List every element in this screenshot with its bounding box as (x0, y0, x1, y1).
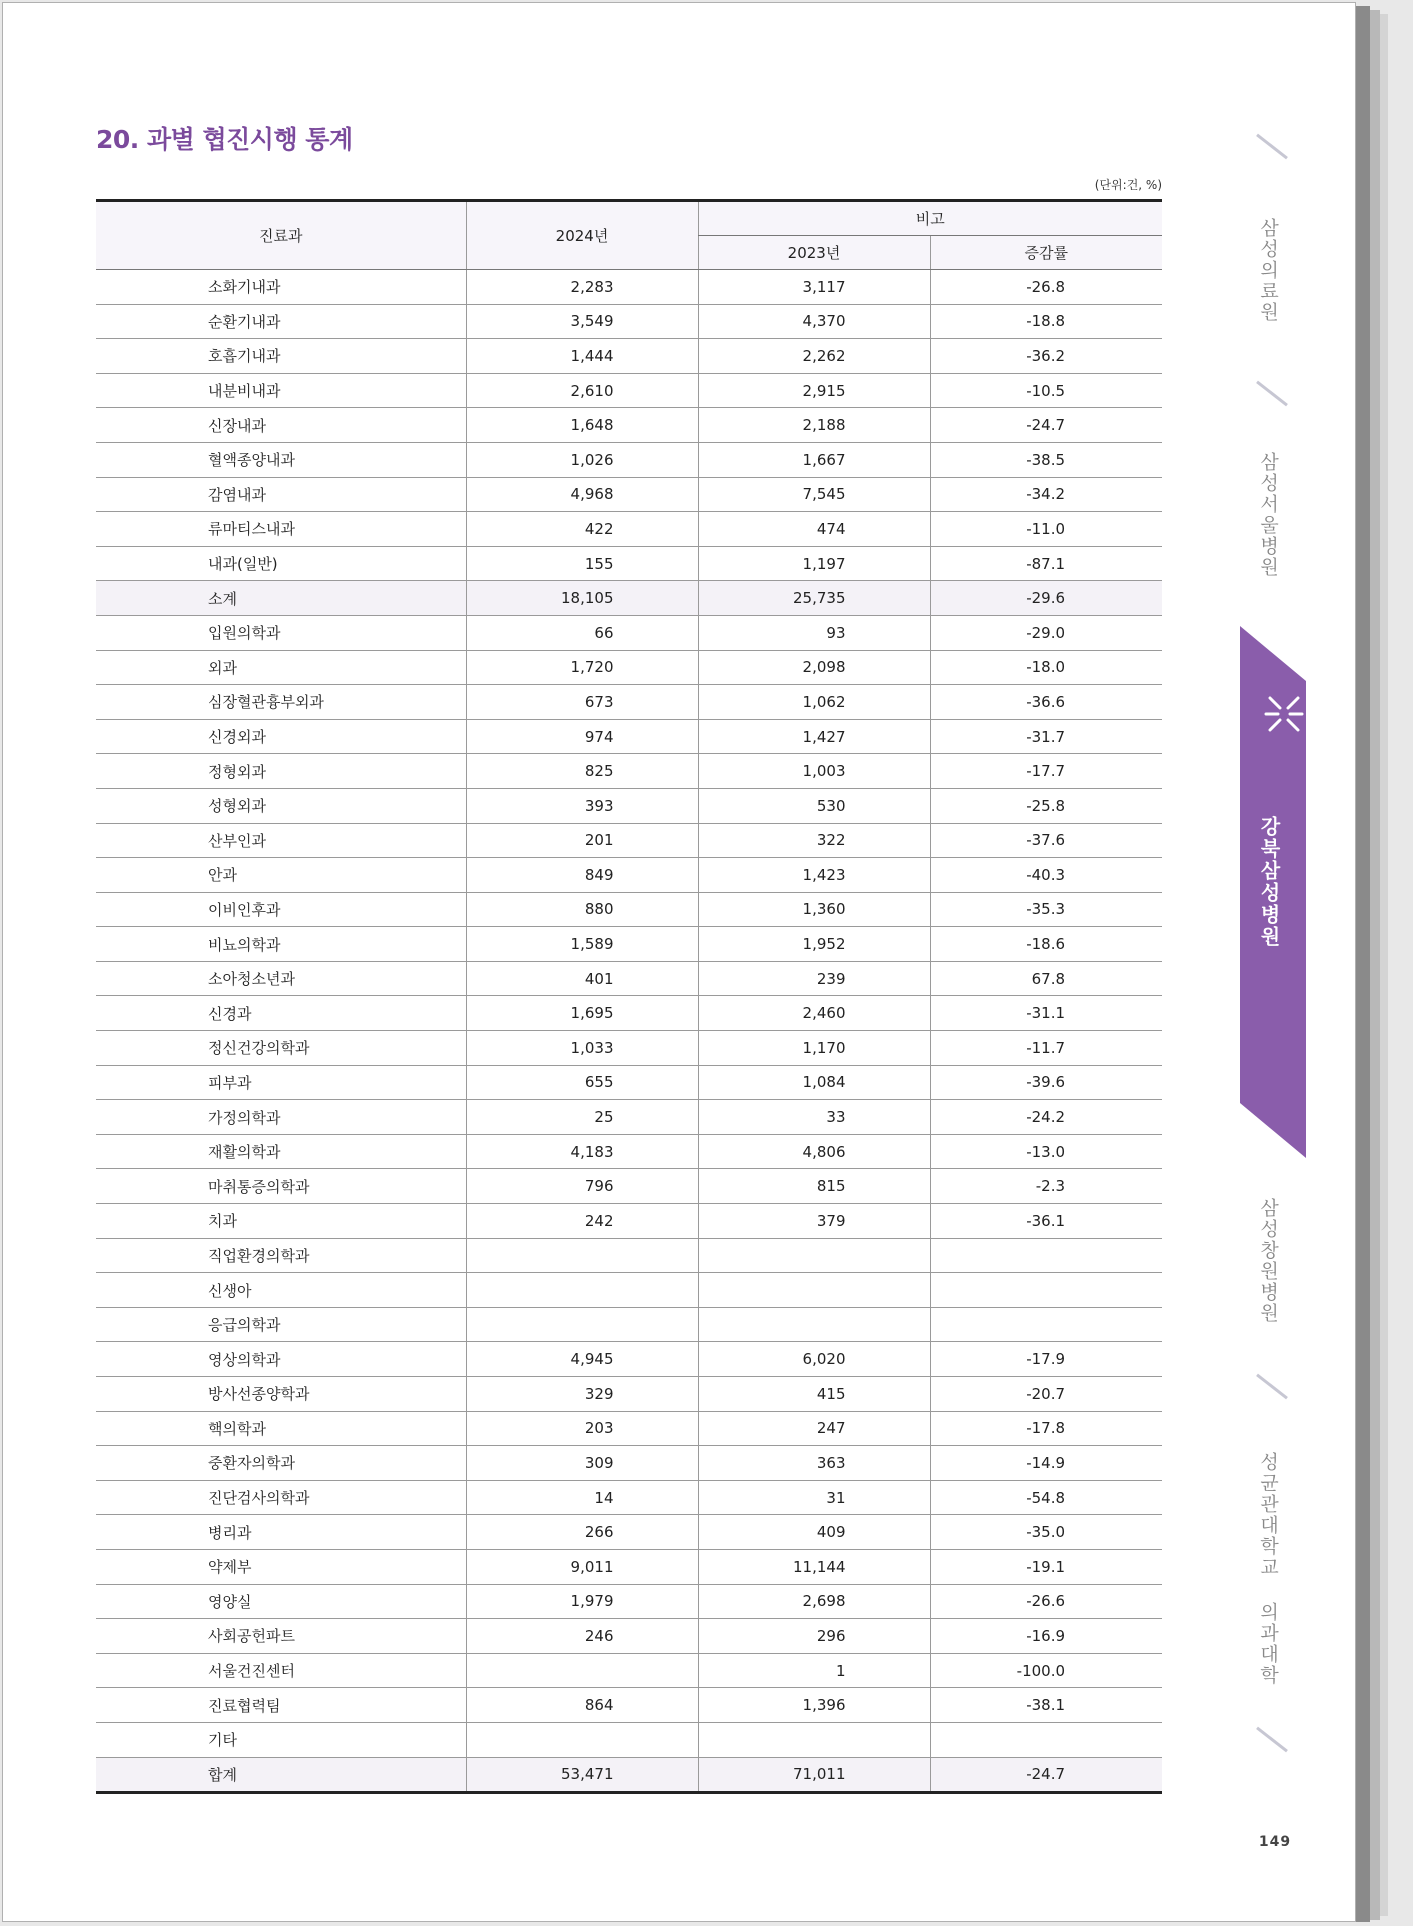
count-2024-cell: 825 (466, 754, 698, 789)
count-2024-cell: 2,283 (466, 270, 698, 305)
table-row (96, 339, 1162, 374)
count-2023-cell: 2,460 (698, 996, 930, 1031)
count-2024-cell: 246 (466, 1619, 698, 1654)
change-rate-cell: -20.7 (930, 1377, 1162, 1412)
dept-cell: 약제부 (96, 1549, 466, 1584)
dept-cell: 병리과 (96, 1515, 466, 1550)
table-row (96, 512, 1162, 547)
count-2023-cell: 1,003 (698, 754, 930, 789)
dept-cell: 응급의학과 (96, 1307, 466, 1342)
count-2023-cell: 379 (698, 1204, 930, 1239)
dept-cell: 안과 (96, 858, 466, 893)
table-row (96, 1446, 1162, 1481)
change-rate-cell: -39.6 (930, 1065, 1162, 1100)
change-rate-cell: -24.2 (930, 1100, 1162, 1135)
count-2023-cell: 296 (698, 1619, 930, 1654)
dept-cell: 직업환경의학과 (96, 1238, 466, 1273)
count-2024-cell: 1,033 (466, 1031, 698, 1066)
change-rate-cell: -100.0 (930, 1653, 1162, 1688)
table-row (96, 477, 1162, 512)
header-remarks: 비고 (698, 201, 1162, 236)
count-2024-cell: 1,720 (466, 650, 698, 685)
change-rate-cell: -2.3 (930, 1169, 1162, 1204)
table-row (96, 1238, 1162, 1273)
table-row (96, 1549, 1162, 1584)
change-rate-cell: -29.0 (930, 615, 1162, 650)
count-2023-cell: 2,698 (698, 1584, 930, 1619)
count-2023-cell: 530 (698, 788, 930, 823)
table-row (96, 1273, 1162, 1308)
count-2024-cell: 4,945 (466, 1342, 698, 1377)
count-2024-cell: 3,549 (466, 304, 698, 339)
dept-cell: 신장내과 (96, 408, 466, 443)
table-row (96, 442, 1162, 477)
header-dept: 진료과 (96, 201, 466, 270)
dept-cell: 영양실 (96, 1584, 466, 1619)
count-2023-cell: 1 (698, 1653, 930, 1688)
dept-cell: 기타 (96, 1722, 466, 1757)
dept-cell: 피부과 (96, 1065, 466, 1100)
dept-cell: 성형외과 (96, 788, 466, 823)
count-2023-cell: 1,084 (698, 1065, 930, 1100)
table-row (96, 546, 1162, 581)
header-2023: 2023년 (698, 236, 930, 270)
count-2023-cell: 31 (698, 1480, 930, 1515)
count-2024-cell: 242 (466, 1204, 698, 1239)
side-tab-samsung-medical-center[interactable]: 삼성의료원 (1257, 218, 1279, 323)
table-row (96, 1307, 1162, 1342)
count-2023-cell: 247 (698, 1411, 930, 1446)
count-2024-cell: 18,105 (466, 581, 698, 616)
table-row (96, 1134, 1162, 1169)
count-2023-cell: 409 (698, 1515, 930, 1550)
header-2024: 2024년 (466, 201, 698, 270)
side-tab-samsung-seoul-hospital[interactable]: 삼성서울병원 (1257, 452, 1279, 578)
count-2024-cell (466, 1273, 698, 1308)
dept-cell: 혈액종양내과 (96, 442, 466, 477)
change-rate-cell: -16.9 (930, 1619, 1162, 1654)
page-title: 20. 과별 협진시행 통계 (96, 125, 353, 154)
table-row (96, 1342, 1162, 1377)
change-rate-cell: -87.1 (930, 546, 1162, 581)
change-rate-cell: -25.8 (930, 788, 1162, 823)
change-rate-cell: -38.5 (930, 442, 1162, 477)
count-2023-cell: 322 (698, 823, 930, 858)
count-2023-cell: 815 (698, 1169, 930, 1204)
count-2023-cell: 71,011 (698, 1757, 930, 1793)
count-2024-cell: 2,610 (466, 373, 698, 408)
count-2024-cell (466, 1653, 698, 1688)
table-row (96, 1619, 1162, 1654)
change-rate-cell: -38.1 (930, 1688, 1162, 1723)
count-2023-cell: 1,667 (698, 442, 930, 477)
table-body (96, 270, 1162, 1793)
change-rate-cell: -18.0 (930, 650, 1162, 685)
count-2024-cell (466, 1238, 698, 1273)
count-2024-cell: 796 (466, 1169, 698, 1204)
count-2024-cell: 203 (466, 1411, 698, 1446)
table-row (96, 408, 1162, 443)
count-2023-cell: 4,806 (698, 1134, 930, 1169)
change-rate-cell: -18.8 (930, 304, 1162, 339)
count-2023-cell: 2,098 (698, 650, 930, 685)
change-rate-cell: -19.1 (930, 1549, 1162, 1584)
count-2023-cell (698, 1238, 930, 1273)
count-2024-cell: 880 (466, 892, 698, 927)
count-2023-cell: 1,423 (698, 858, 930, 893)
change-rate-cell: -35.3 (930, 892, 1162, 927)
side-tab-kangbuk-samsung-hospital[interactable]: 강북삼성병원 (1257, 816, 1281, 948)
change-rate-cell: 67.8 (930, 961, 1162, 996)
table-row (96, 719, 1162, 754)
count-2023-cell: 25,735 (698, 581, 930, 616)
count-2023-cell (698, 1307, 930, 1342)
table-row (96, 1204, 1162, 1239)
dept-cell: 순환기내과 (96, 304, 466, 339)
count-2023-cell: 2,188 (698, 408, 930, 443)
table-row (96, 1065, 1162, 1100)
dept-cell: 핵의학과 (96, 1411, 466, 1446)
count-2023-cell: 415 (698, 1377, 930, 1412)
table-row (96, 270, 1162, 305)
count-2024-cell: 14 (466, 1480, 698, 1515)
change-rate-cell: -17.8 (930, 1411, 1162, 1446)
change-rate-cell: -40.3 (930, 858, 1162, 893)
dept-cell: 신경외과 (96, 719, 466, 754)
change-rate-cell (930, 1722, 1162, 1757)
count-2023-cell: 6,020 (698, 1342, 930, 1377)
table-row (96, 1757, 1162, 1793)
count-2023-cell: 33 (698, 1100, 930, 1135)
count-2024-cell: 1,026 (466, 442, 698, 477)
table-row (96, 1169, 1162, 1204)
count-2024-cell (466, 1722, 698, 1757)
count-2024-cell: 309 (466, 1446, 698, 1481)
dept-cell: 신경과 (96, 996, 466, 1031)
count-2023-cell: 7,545 (698, 477, 930, 512)
change-rate-cell: -11.0 (930, 512, 1162, 547)
table-row (96, 754, 1162, 789)
count-2023-cell: 93 (698, 615, 930, 650)
change-rate-cell: -37.6 (930, 823, 1162, 858)
count-2024-cell: 201 (466, 823, 698, 858)
table-row (96, 1653, 1162, 1688)
dept-cell: 가정의학과 (96, 1100, 466, 1135)
table-row (96, 788, 1162, 823)
count-2023-cell: 239 (698, 961, 930, 996)
table-row (96, 685, 1162, 720)
change-rate-cell: -54.8 (930, 1480, 1162, 1515)
dept-cell: 비뇨의학과 (96, 927, 466, 962)
change-rate-cell: -10.5 (930, 373, 1162, 408)
page-number: 149 (1258, 1834, 1292, 1850)
table-row (96, 892, 1162, 927)
table-row (96, 1100, 1162, 1135)
dept-cell: 류마티스내과 (96, 512, 466, 547)
table-row (96, 1722, 1162, 1757)
count-2024-cell: 53,471 (466, 1757, 698, 1793)
dept-cell: 소계 (96, 581, 466, 616)
count-2024-cell (466, 1307, 698, 1342)
change-rate-cell: -31.1 (930, 996, 1162, 1031)
count-2023-cell: 1,170 (698, 1031, 930, 1066)
count-2023-cell: 1,396 (698, 1688, 930, 1723)
count-2024-cell: 849 (466, 858, 698, 893)
dept-cell: 호흡기내과 (96, 339, 466, 374)
count-2024-cell: 422 (466, 512, 698, 547)
change-rate-cell: -17.7 (930, 754, 1162, 789)
change-rate-cell: -29.6 (930, 581, 1162, 616)
count-2023-cell: 1,360 (698, 892, 930, 927)
change-rate-cell: -24.7 (930, 408, 1162, 443)
book-edge (1380, 14, 1388, 1916)
table-row (96, 1515, 1162, 1550)
table-row (96, 650, 1162, 685)
count-2023-cell: 2,262 (698, 339, 930, 374)
table-row (96, 961, 1162, 996)
count-2023-cell (698, 1722, 930, 1757)
count-2023-cell (698, 1273, 930, 1308)
book-edge (1370, 10, 1380, 1920)
dept-cell: 진료협력팀 (96, 1688, 466, 1723)
dept-cell: 사회공헌파트 (96, 1619, 466, 1654)
count-2024-cell: 1,695 (466, 996, 698, 1031)
table-row (96, 823, 1162, 858)
count-2024-cell: 393 (466, 788, 698, 823)
change-rate-cell (930, 1307, 1162, 1342)
dept-cell: 소아청소년과 (96, 961, 466, 996)
dept-cell: 마취통증의학과 (96, 1169, 466, 1204)
count-2024-cell: 673 (466, 685, 698, 720)
count-2024-cell: 4,183 (466, 1134, 698, 1169)
count-2024-cell: 1,648 (466, 408, 698, 443)
count-2024-cell: 25 (466, 1100, 698, 1135)
table-row (96, 1480, 1162, 1515)
table-row (96, 1688, 1162, 1723)
consultation-stats-table (96, 199, 1162, 1794)
change-rate-cell: -34.2 (930, 477, 1162, 512)
dept-cell: 정신건강의학과 (96, 1031, 466, 1066)
table-row (96, 1031, 1162, 1066)
dept-cell: 입원의학과 (96, 615, 466, 650)
dept-cell: 신생아 (96, 1273, 466, 1308)
side-tab-samsung-changwon-hospital[interactable]: 삼성창원병원 (1257, 1198, 1279, 1324)
count-2024-cell: 655 (466, 1065, 698, 1100)
dept-cell: 정형외과 (96, 754, 466, 789)
change-rate-cell: -26.6 (930, 1584, 1162, 1619)
table-row (96, 304, 1162, 339)
table-row (96, 1584, 1162, 1619)
change-rate-cell (930, 1238, 1162, 1273)
dept-cell: 중환자의학과 (96, 1446, 466, 1481)
dept-cell: 심장혈관흉부외과 (96, 685, 466, 720)
count-2024-cell: 974 (466, 719, 698, 754)
count-2024-cell: 66 (466, 615, 698, 650)
dept-cell: 합계 (96, 1757, 466, 1793)
dept-cell: 이비인후과 (96, 892, 466, 927)
count-2024-cell: 9,011 (466, 1549, 698, 1584)
count-2023-cell: 1,197 (698, 546, 930, 581)
dept-cell: 서울건진센터 (96, 1653, 466, 1688)
table-row (96, 373, 1162, 408)
count-2024-cell: 1,444 (466, 339, 698, 374)
unit-note: (단위:건, %) (1094, 178, 1162, 192)
count-2023-cell: 2,915 (698, 373, 930, 408)
dept-cell: 진단검사의학과 (96, 1480, 466, 1515)
count-2024-cell: 155 (466, 546, 698, 581)
change-rate-cell: -17.9 (930, 1342, 1162, 1377)
change-rate-cell: -24.7 (930, 1757, 1162, 1793)
dept-cell: 감염내과 (96, 477, 466, 512)
table-row (96, 1377, 1162, 1412)
change-rate-cell: -14.9 (930, 1446, 1162, 1481)
dept-cell: 소화기내과 (96, 270, 466, 305)
dept-cell: 방사선종양학과 (96, 1377, 466, 1412)
count-2023-cell: 474 (698, 512, 930, 547)
header-change-rate: 증감률 (930, 236, 1162, 270)
count-2024-cell: 864 (466, 1688, 698, 1723)
count-2023-cell: 3,117 (698, 270, 930, 305)
dept-cell: 재활의학과 (96, 1134, 466, 1169)
table-row (96, 996, 1162, 1031)
change-rate-cell: -35.0 (930, 1515, 1162, 1550)
change-rate-cell: -26.8 (930, 270, 1162, 305)
dept-cell: 영상의학과 (96, 1342, 466, 1377)
change-rate-cell: -36.1 (930, 1204, 1162, 1239)
dept-cell: 치과 (96, 1204, 466, 1239)
count-2023-cell: 11,144 (698, 1549, 930, 1584)
count-2023-cell: 1,427 (698, 719, 930, 754)
change-rate-cell: -13.0 (930, 1134, 1162, 1169)
count-2024-cell: 401 (466, 961, 698, 996)
count-2024-cell: 1,589 (466, 927, 698, 962)
table-row (96, 927, 1162, 962)
book-edge (1356, 6, 1370, 1922)
count-2023-cell: 363 (698, 1446, 930, 1481)
sparkle-icon (1262, 686, 1306, 742)
change-rate-cell: -11.7 (930, 1031, 1162, 1066)
dept-cell: 내과(일반) (96, 546, 466, 581)
table-row (96, 858, 1162, 893)
table-row (96, 615, 1162, 650)
side-tab-skku-medicine[interactable]: 성균관대학교 의과대학 (1257, 1452, 1279, 1686)
change-rate-cell: -31.7 (930, 719, 1162, 754)
count-2024-cell: 1,979 (466, 1584, 698, 1619)
table-row (96, 1411, 1162, 1446)
dept-cell: 산부인과 (96, 823, 466, 858)
count-2024-cell: 4,968 (466, 477, 698, 512)
count-2024-cell: 329 (466, 1377, 698, 1412)
change-rate-cell: -36.2 (930, 339, 1162, 374)
change-rate-cell (930, 1273, 1162, 1308)
change-rate-cell: -36.6 (930, 685, 1162, 720)
dept-cell: 외과 (96, 650, 466, 685)
count-2023-cell: 1,062 (698, 685, 930, 720)
table-row (96, 581, 1162, 616)
dept-cell: 내분비내과 (96, 373, 466, 408)
count-2023-cell: 4,370 (698, 304, 930, 339)
change-rate-cell: -18.6 (930, 927, 1162, 962)
count-2024-cell: 266 (466, 1515, 698, 1550)
count-2023-cell: 1,952 (698, 927, 930, 962)
